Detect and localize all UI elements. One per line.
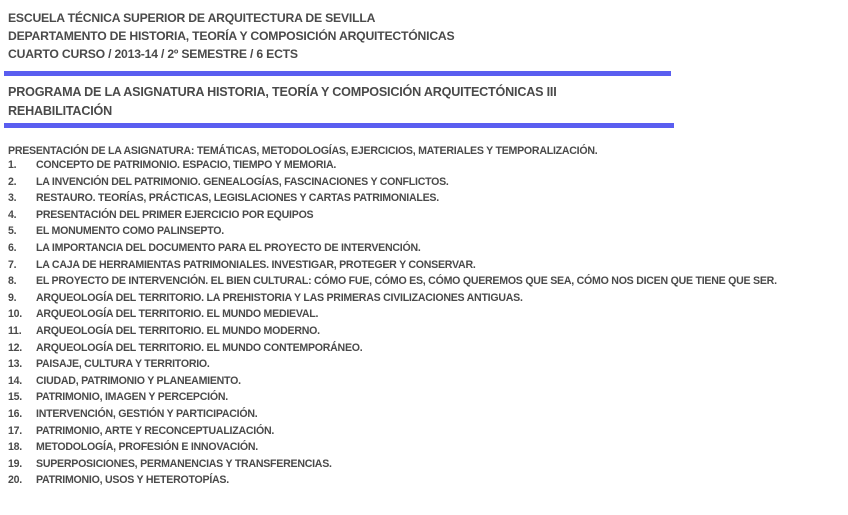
topic-item — [8, 323, 838, 340]
topic-number: 16. — [8, 407, 22, 420]
topic-item — [8, 240, 838, 257]
topic-text: PRESENTACIÓN DEL PRIMER EJERCICIO POR EQUIPOS — [36, 208, 314, 221]
program-subtitle: REHABILITACIÓN — [8, 104, 113, 118]
program-title-line: PROGRAMA DE LA ASIGNATURA HISTORIA, TEORÍA Y COMPOSICIÓN ARQUITECTÓNICAS III — [8, 85, 557, 99]
topic-item — [8, 389, 838, 406]
department-name: DEPARTAMENTO DE HISTORIA, TEORÍA Y COMPOSICIÓN ARQUITECTÓNICAS — [8, 29, 455, 43]
topic-text: METODOLOGÍA, PROFESIÓN E INNOVACIÓN. — [36, 441, 258, 454]
topic-text: RESTAURO. TEORÍAS, PRÁCTICAS, LEGISLACIONES Y CARTAS PATRIMONIALES. — [36, 192, 439, 205]
topic-item — [8, 456, 838, 473]
topic-number: 10. — [8, 308, 22, 321]
topic-text: CONCEPTO DE PATRIMONIO. ESPACIO, TIEMPO Y MEMORIA. — [36, 159, 337, 171]
topic-text: LA IMPORTANCIA DEL DOCUMENTO PARA EL PROYECTO DE INTERVENCIÓN. — [36, 241, 421, 254]
topic-text: PATRIMONIO, USOS Y HETEROTOPÍAS. — [36, 474, 229, 487]
topic-number: 17. — [8, 424, 22, 437]
topic-item — [8, 157, 838, 174]
topic-item — [8, 174, 838, 191]
topic-text: LA INVENCIÓN DEL PATRIMONIO. GENEALOGÍAS, FASCINACIONES Y CONFLICTOS. — [36, 175, 449, 188]
topic-item — [8, 406, 838, 423]
topic-list — [8, 157, 838, 489]
topic-number: 11. — [8, 324, 22, 337]
school-header — [8, 9, 454, 63]
topic-item — [8, 340, 838, 357]
topic-item — [8, 207, 838, 224]
topic-text: INTERVENCIÓN, GESTIÓN Y PARTICIPACIÓN. — [36, 407, 258, 420]
topic-text: ARQUEOLOGÍA DEL TERRITORIO. EL MUNDO MEDIEVAL. — [36, 308, 319, 321]
topic-item — [8, 257, 838, 274]
topic-number: 18. — [8, 441, 22, 454]
topic-item — [8, 223, 838, 240]
topic-item — [8, 439, 838, 456]
topic-item — [8, 472, 838, 489]
topic-number: 13. — [8, 358, 22, 371]
topic-item — [8, 356, 838, 373]
title-divider — [4, 123, 674, 128]
topic-number: 6. — [8, 241, 17, 254]
topic-number: 9. — [8, 291, 17, 304]
topic-item — [8, 306, 838, 323]
topic-text: PATRIMONIO, ARTE Y RECONCEPTUALIZACIÓN. — [36, 424, 275, 437]
topic-text: SUPERPOSICIONES, PERMANENCIAS Y TRANSFERENCIAS. — [36, 457, 332, 470]
topic-number: 15. — [8, 391, 22, 404]
topic-text: CIUDAD, PATRIMONIO Y PLANEAMIENTO. — [36, 374, 241, 387]
topic-number: 19. — [8, 457, 22, 470]
topic-text: ARQUEOLOGÍA DEL TERRITORIO. EL MUNDO MODERNO. — [36, 324, 320, 337]
topic-number: 3. — [8, 192, 17, 205]
topic-number: 12. — [8, 341, 22, 354]
topic-item — [8, 290, 838, 307]
topic-text: LA CAJA DE HERRAMIENTAS PATRIMONIALES. INVESTIGAR, PROTEGER Y CONSERVAR. — [36, 258, 476, 271]
topic-text: PAISAJE, CULTURA Y TERRITORIO. — [36, 358, 210, 371]
course-info: CUARTO CURSO / 2013-14 / 2º SEMESTRE / 6 ECTS — [8, 47, 298, 61]
topic-text: EL MONUMENTO COMO PALINSEPTO. — [36, 225, 224, 238]
topic-number: 8. — [8, 275, 17, 288]
program-title — [8, 83, 557, 121]
topic-item — [8, 373, 838, 390]
school-name: ESCUELA TÉCNICA SUPERIOR DE ARQUITECTURA DE SEVILLA — [8, 11, 376, 25]
topic-number: 2. — [8, 175, 17, 188]
topic-text: PATRIMONIO, IMAGEN Y PERCEPCIÓN. — [36, 391, 228, 404]
topic-text: ARQUEOLOGÍA DEL TERRITORIO. LA PREHISTORIA Y LAS PRIMERAS CIVILIZACIONES ANTIGUAS. — [36, 291, 523, 304]
topic-text: EL PROYECTO DE INTERVENCIÓN. EL BIEN CULTURAL: CÓMO FUE, CÓMO ES, CÓMO QUEREMOS QUE SEA, CÓMO NOS DICEN QUE TIENE QUE SER. — [36, 275, 777, 288]
topic-text: ARQUEOLOGÍA DEL TERRITORIO. EL MUNDO CONTEMPORÁNEO. — [36, 341, 363, 354]
topic-item — [8, 190, 838, 207]
topic-number: 14. — [8, 374, 22, 387]
topic-number: 1. — [8, 159, 17, 171]
topic-number: 5. — [8, 225, 17, 238]
topic-number: 7. — [8, 258, 17, 271]
topic-item — [8, 273, 838, 290]
course-introduction: PRESENTACIÓN DE LA ASIGNATURA: TEMÁTICAS, METODOLOGÍAS, EJERCICIOS, MATERIALES Y TEMPORALIZACIÓN. — [8, 145, 598, 157]
header-divider — [4, 71, 671, 76]
topic-number: 4. — [8, 208, 17, 221]
topic-number: 20. — [8, 474, 22, 487]
topic-item — [8, 423, 838, 440]
